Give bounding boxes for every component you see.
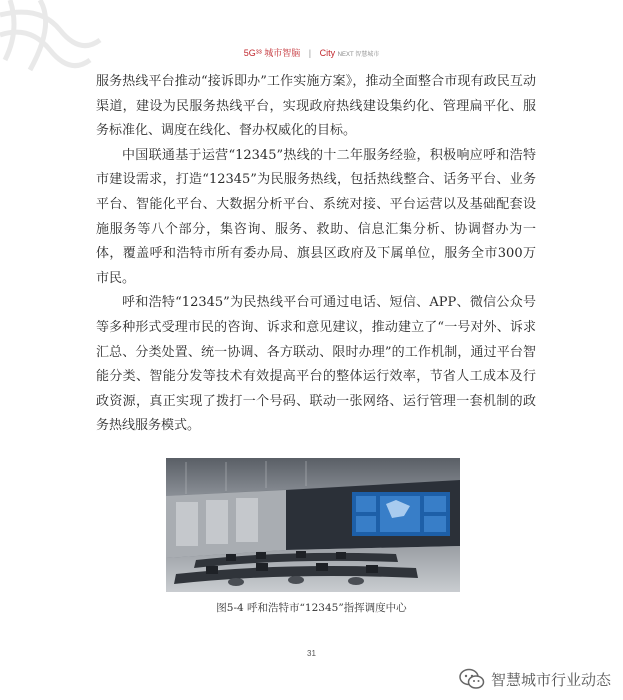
watermark-text: 智慧城市行业动态	[490, 670, 611, 689]
header-brand-right: City	[319, 48, 336, 58]
control-center-photo	[166, 458, 460, 592]
wechat-icon	[459, 668, 485, 690]
figure-caption: 图5-4 呼和浩特市“12345”指挥调度中心	[216, 602, 407, 614]
page-number: 31	[307, 649, 316, 658]
paragraph-3: 呼和浩特“12345”为民热线平台可通过电话、短信、APP、微信公众号等多种形式受理市民的咨询、诉求和意见建议，推动建立了“一号对外、诉求汇总、分类处置、统一协调、各方联动、限时办理”的工作机制，通过平台智能分类、智能分发等技术有效提高平台的整体运行效率，节省人工成本及行政资源，真正实现了拨打一个号码、联动一张网络、运行管理一套机制的政务热线服务模式。	[96, 295, 536, 434]
paragraph-1: 服务热线平台推动“接诉即办”工作实施方案》，推动全面整合市现有政民互动渠道，建设为民服务热线平台，实现政府热线建设集约化、管理扁平化、服务标准化、调度在线化、督办权威化的目标。	[96, 74, 536, 139]
page-header: 5G³³ 城市智脑 | City NEXT 智慧城市	[243, 48, 380, 58]
header-brand-left: 5G³³ 城市智脑	[243, 48, 301, 58]
header-brand-right-sub: NEXT 智慧城市	[337, 52, 380, 58]
wechat-watermark	[459, 665, 611, 693]
corner-swirl-decoration	[0, 0, 140, 80]
paragraph-2: 中国联通基于运营“12345”热线的十二年服务经验，积极响应呼和浩特市建设需求，打造“12345”为民服务热线，包括热线整合、话务平台、业务平台、智能化平台、大数据分析平台、系统对接、平台运营以及基础配套设施服务等八个部分，集咨询、服务、救助、信息汇集分析、协调督办为一体，覆盖呼和浩特市所有委办局、旗县区政府及下属单位，服务全市300万市民。	[96, 147, 536, 286]
body-text	[96, 70, 536, 439]
